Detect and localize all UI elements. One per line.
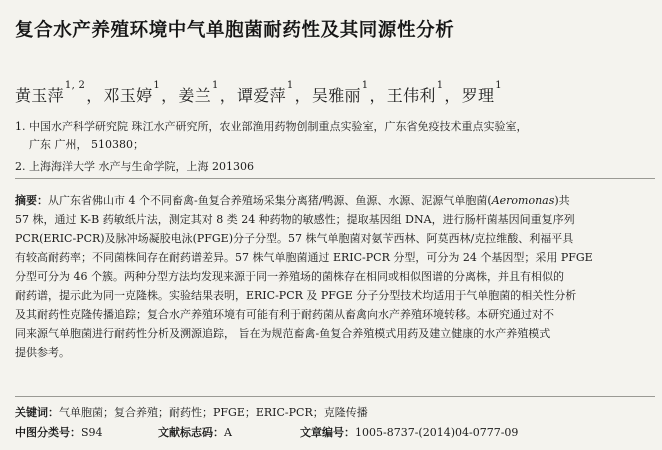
author-affiliation-mark: 1 [286, 80, 294, 91]
author-affiliation-mark: 1, 2 [64, 80, 86, 91]
abstract [15, 191, 655, 362]
abstract-text: 有较高耐药率；不同菌株间存在耐药谱差异。57 株气单胞菌通过 ERIC-PCR 分型，可分为 24 个基因型；采用 PFGE [15, 251, 593, 264]
abstract-line [15, 286, 655, 305]
affiliation-text: 上海海洋大学 水产与生命学院，上海 201306 [29, 160, 254, 173]
affiliation-text: 中国水产科学研究院 珠江水产研究所，农业部渔用药物创制重点实验室，广东省免疫技术重点实验室， [29, 120, 528, 133]
abstract-line [15, 324, 655, 343]
author-name: 谭爱萍 [237, 86, 286, 105]
author-affiliation-mark: 1 [212, 80, 219, 91]
abstract-italic-term: Aeromonas [491, 194, 555, 207]
author-affiliation-mark: 1 [153, 80, 161, 91]
section-divider-top [15, 178, 655, 179]
clc-number: 中图分类号：S94 [15, 426, 103, 439]
abstract-line [15, 305, 655, 324]
abstract-text: )共 [554, 194, 570, 207]
abstract-text: 提供参考。 [15, 346, 70, 359]
author-separator: ， [294, 86, 311, 105]
keywords-label: 关键词： [15, 406, 59, 419]
abstract-line [15, 343, 655, 362]
affiliation-text: 广东 广州， 510380； [29, 138, 144, 151]
author-list [15, 80, 655, 106]
author-name: 姜兰 [178, 86, 212, 105]
abstract-text: 57 株，通过 K-B 药敏纸片法，测定其对 8 类 24 种药物的敏感性；提取基因组 DNA，进行肠杆菌基因间重复序列 [15, 213, 575, 226]
abstract-line [15, 229, 655, 248]
document-code: 文献标志码：A [158, 426, 232, 439]
author-separator: ， [369, 86, 386, 105]
author-separator: ， [86, 86, 103, 105]
affiliation-line [15, 158, 655, 176]
author-separator: ， [219, 86, 236, 105]
abstract-line [15, 210, 655, 229]
abstract-text: 分型可分为 46 个簇。两种分型方法均发现来源于同一养殖场的菌株存在相同或相似图谱的分离株，并且有相似的 [15, 270, 564, 283]
classification-info [15, 424, 655, 442]
abstract-text: 及其耐药性克隆传播追踪；复合水产养殖环境有可能有利于耐药菌从畜禽向水产养殖环境转移。本研究通过对不 [15, 308, 554, 321]
keywords-text: 气单胞菌；复合养殖；耐药性；PFGE；ERIC-PCR；克隆传播 [59, 406, 368, 419]
affiliation-number: 2. [15, 160, 26, 173]
author-name: 吴雅丽 [311, 86, 361, 105]
affiliation-number: 1. [15, 120, 26, 133]
section-divider-bottom [15, 396, 655, 397]
author-name: 王伟利 [386, 86, 436, 105]
abstract-line [15, 191, 655, 210]
author-separator: ， [161, 86, 178, 105]
author-separator: ， [444, 86, 461, 105]
abstract-line [15, 248, 655, 267]
author-affiliation-mark: 1 [361, 80, 369, 91]
abstract-text: 同来源气单胞菌进行耐药性分析及溯源追踪， 旨在为规范畜禽-鱼复合养殖模式用药及建立健康的水产养殖模式 [15, 327, 551, 340]
article-number: 文章编号：1005-8737-(2014)04-0777-09 [300, 426, 519, 439]
abstract-text: 从广东省佛山市 4 个不同畜禽-鱼复合养殖场采集分离猪/鸭源、鱼源、水源、泥源气单胞菌( [48, 194, 492, 207]
author-name: 邓玉婷 [103, 86, 153, 105]
abstract-text: 耐药谱，提示此为同一克隆株。实验结果表明，ERIC-PCR 及 PFGE 分子分型技术均适用于气单胞菌的相关性分析 [15, 289, 577, 302]
author-name: 黄玉萍 [15, 86, 64, 105]
abstract-text: PCR(ERIC-PCR)及脉冲场凝胶电泳(PFGE)分子分型。57 株气单胞菌对氨苄西林、阿莫西林/克拉维酸、利福平具 [15, 232, 574, 245]
paper-title: 复合水产养殖环境中气单胞菌耐药性及其同源性分析 [15, 20, 455, 41]
abstract-line [15, 267, 655, 286]
author-affiliation-mark: 1 [436, 80, 444, 91]
keywords [15, 404, 655, 420]
author-name: 罗理 [461, 86, 495, 105]
affiliation-list [15, 118, 655, 176]
author-affiliation-mark: 1 [495, 80, 502, 91]
affiliation-line [15, 136, 655, 154]
affiliation-line [15, 118, 655, 136]
abstract-label: 摘要： [15, 194, 48, 207]
